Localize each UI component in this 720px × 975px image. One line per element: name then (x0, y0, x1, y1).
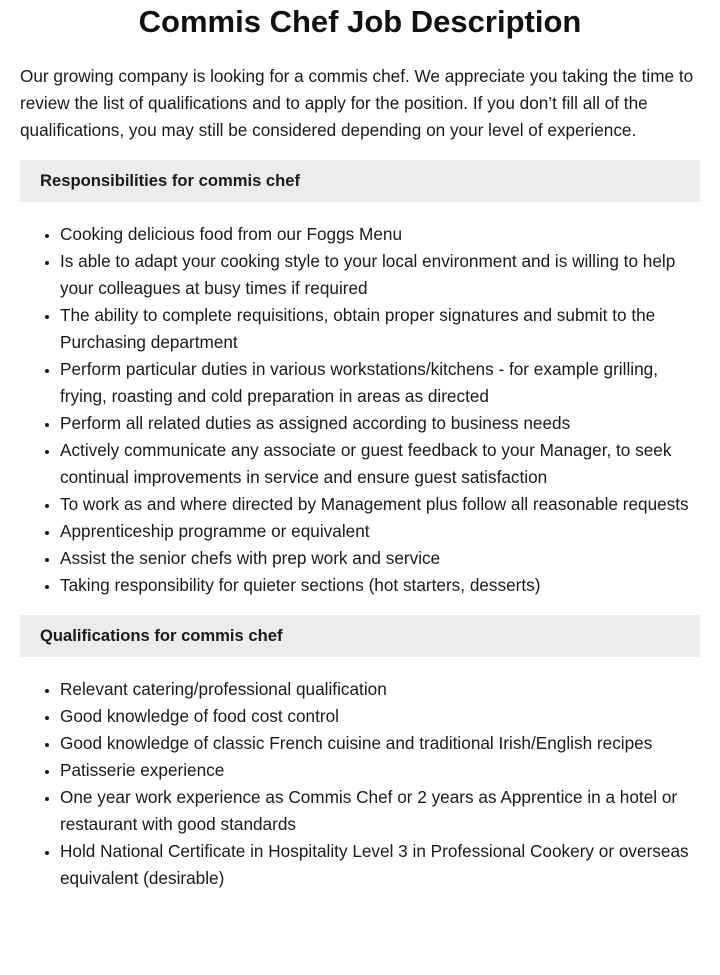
qualifications-list (20, 676, 700, 892)
list-item: • Patisserie experience (60, 757, 700, 784)
list-item: • Assist the senior chefs with prep work and service (60, 545, 700, 572)
list-item: • Actively communicate any associate or guest feedback to your Manager, to seek continual improvements in service and ensure guest satisfaction (60, 437, 700, 491)
list-item: • Good knowledge of classic French cuisine and traditional Irish/English recipes (60, 730, 700, 757)
list-item: • To work as and where directed by Management plus follow all reasonable requests (60, 491, 700, 518)
list-item: • Is able to adapt your cooking style to your local environment and is willing to help your colleagues at busy times if required (60, 248, 700, 302)
list-item: • One year work experience as Commis Chef or 2 years as Apprentice in a hotel or restaurant with good standards (60, 784, 700, 838)
responsibilities-list (20, 221, 700, 599)
list-item: • Hold National Certificate in Hospitality Level 3 in Professional Cookery or overseas equivalent (desirable) (60, 838, 700, 892)
list-item: • Taking responsibility for quieter sections (hot starters, desserts) (60, 572, 700, 599)
list-item: • Cooking delicious food from our Foggs Menu (60, 221, 700, 248)
list-item: • The ability to complete requisitions, obtain proper signatures and submit to the Purchasing department (60, 302, 700, 356)
intro-paragraph: Our growing company is looking for a commis chef. We appreciate you taking the time to review the list of qualifications and to apply for the position. If you don’t fill all of the qualifications, you may still be considered depending on your level of experience. (20, 66, 694, 140)
qualifications-header: Qualifications for commis chef (20, 615, 700, 657)
list-item: • Relevant catering/professional qualification (60, 676, 700, 703)
list-item: • Apprenticeship programme or equivalent (60, 518, 700, 545)
list-item: • Perform all related duties as assigned according to business needs (60, 410, 700, 437)
list-item: • Good knowledge of food cost control (60, 703, 700, 730)
page-title: Commis Chef Job Description (138, 4, 582, 39)
responsibilities-header: Responsibilities for commis chef (20, 160, 700, 202)
list-item: • Perform particular duties in various workstations/kitchens - for example grilling, frying, roasting and cold preparation in areas as directed (60, 356, 700, 410)
